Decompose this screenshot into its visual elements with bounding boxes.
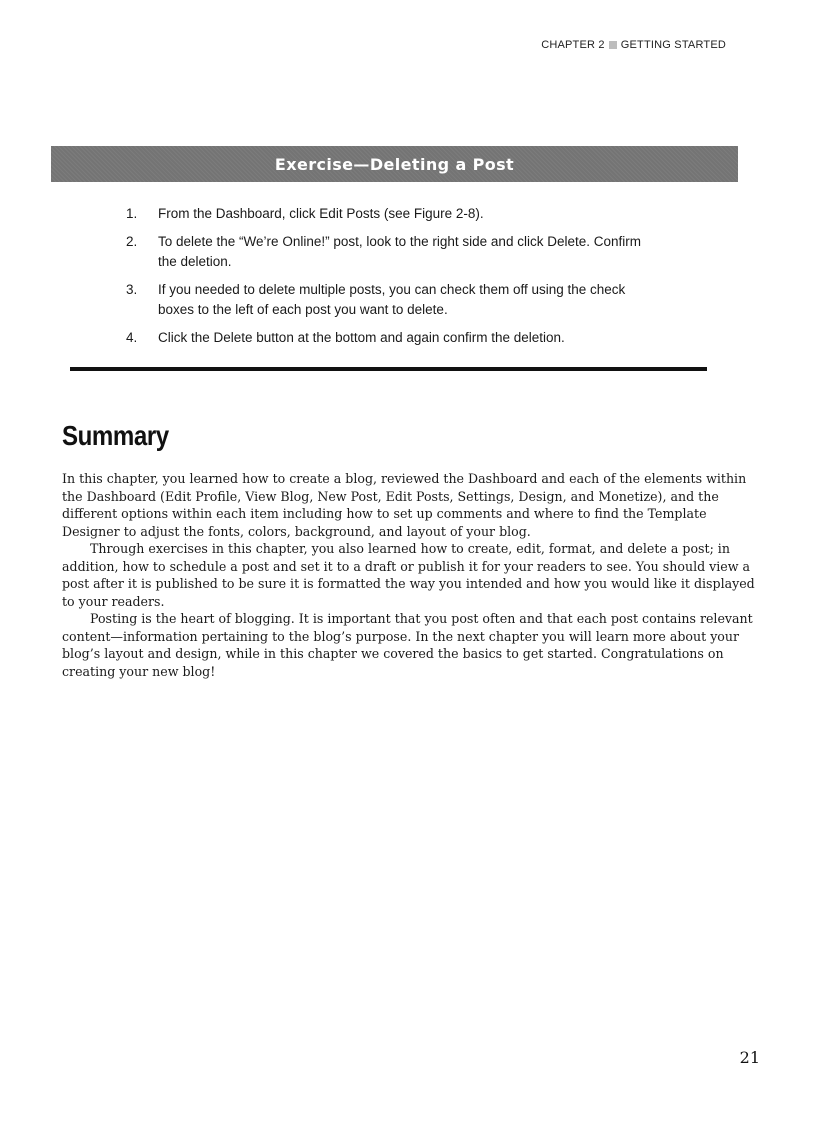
summary-paragraph: In this chapter, you learned how to create a blog, reviewed the Dashboard and each of the elements within the Dashboard (Edit Profile, View Blog, New Post, Edit Posts, Settings, Design, and Monetize), and the different options within each item including how to set up comments and where to find the Template Designer to adjust the fonts, colors, background, and layout of your blog. xyxy=(62,471,747,539)
chapter-label: CHAPTER 2 xyxy=(541,39,605,51)
section-label: GETTING STARTED xyxy=(620,39,726,51)
summary-body xyxy=(62,470,758,680)
exercise-title-bar xyxy=(51,146,738,182)
step-number: 1. xyxy=(126,206,138,221)
page-number: 21 xyxy=(739,1048,760,1067)
summary-paragraph: Through exercises in this chapter, you also learned how to create, edit, format, and delete a post; in addition, how to schedule a post and set it to a draft or publish it for your readers to see. You should view a post after it is published to be sure it is formatted the way you intended and how you would like it displayed to your readers. xyxy=(62,541,755,609)
summary-paragraph: Posting is the heart of blogging. It is important that you post often and that each post contains relevant content—information pertaining to the blog’s purpose. In the next chapter you will learn more about your blog’s layout and design, while in this chapter we covered the basics to get started. Congratulations on creating your new blog! xyxy=(62,611,753,679)
summary-heading: Summary xyxy=(62,420,169,451)
separator-square-icon xyxy=(609,41,617,49)
step-number: 4. xyxy=(126,330,138,345)
step-text: If you needed to delete multiple posts, you can check them off using the check boxes to the left of each post you want to delete. xyxy=(158,282,626,317)
step-number: 2. xyxy=(126,234,138,249)
step-number: 3. xyxy=(126,282,138,297)
exercise-step xyxy=(126,232,646,272)
exercise-step xyxy=(126,328,646,348)
step-text: From the Dashboard, click Edit Posts (see Figure 2-8). xyxy=(158,206,484,221)
running-header xyxy=(541,39,726,51)
exercise-end-rule xyxy=(70,367,707,371)
step-text: Click the Delete button at the bottom and again confirm the deletion. xyxy=(158,330,565,345)
exercise-steps xyxy=(126,204,646,356)
step-text: To delete the “We’re Online!” post, look to the right side and click Delete. Confirm the deletion. xyxy=(158,234,641,269)
exercise-step xyxy=(126,204,646,224)
exercise-title: Exercise—Deleting a Post xyxy=(274,154,515,174)
exercise-step xyxy=(126,280,646,320)
